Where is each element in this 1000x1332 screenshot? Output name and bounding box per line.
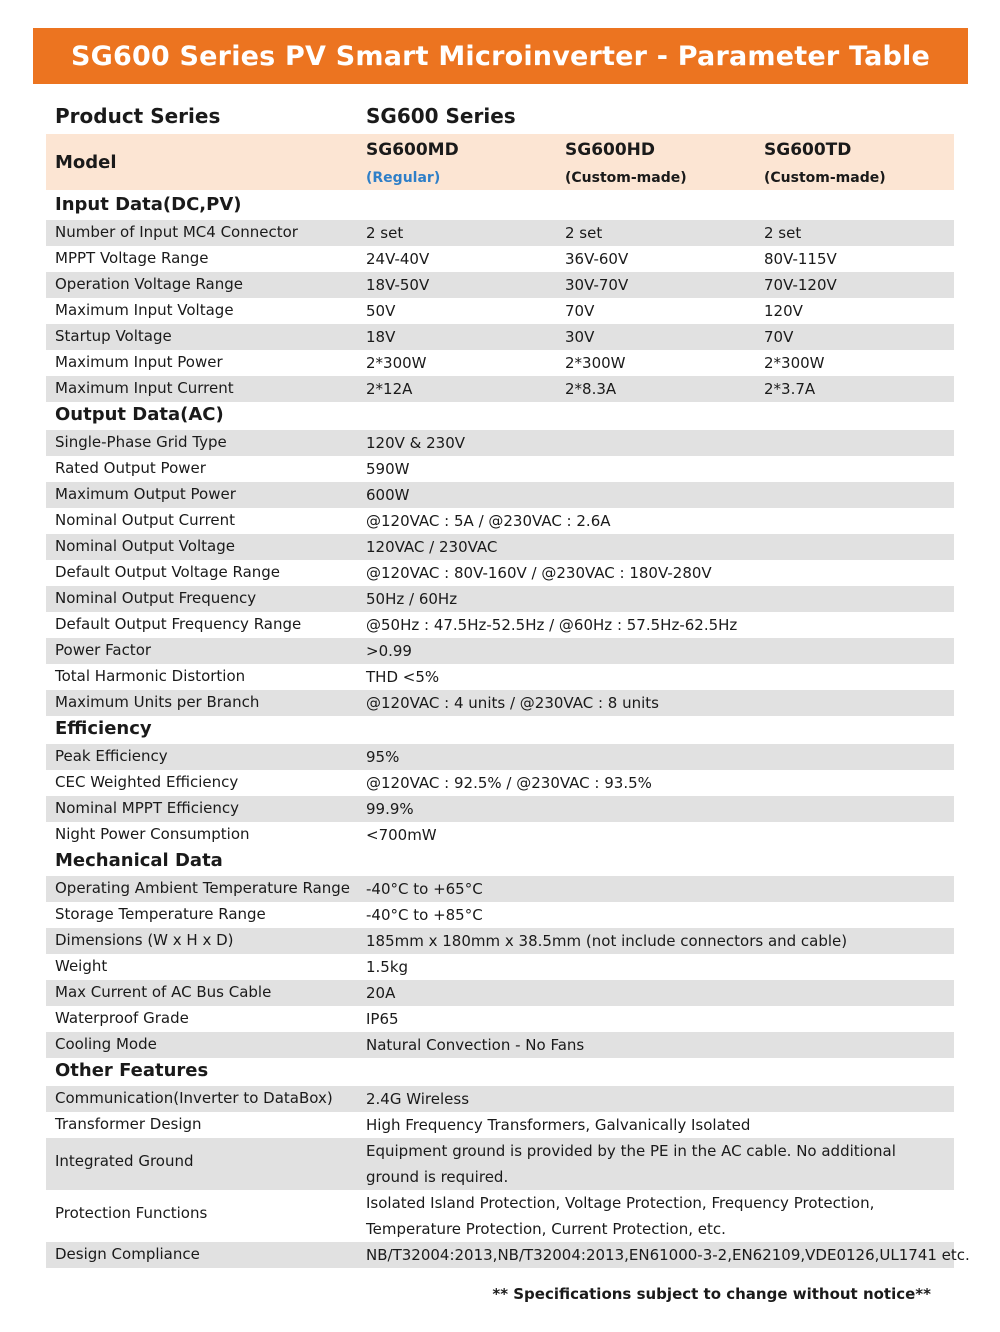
parameter-value: 18V <box>366 328 396 346</box>
table-row <box>46 272 954 298</box>
parameter-value: High Frequency Transformers, Galvanically Isolated <box>366 1116 751 1134</box>
table-row <box>46 822 954 848</box>
product-series-value: SG600 Series <box>366 104 516 128</box>
parameter-value: 30V-70V <box>565 276 629 294</box>
parameter-value: 2.4G Wireless <box>366 1090 470 1108</box>
model-column-sg600hd <box>565 140 687 186</box>
table-row <box>46 1190 954 1242</box>
parameter-label: Single-Phase Grid Type <box>55 433 227 451</box>
table-row <box>46 324 954 350</box>
parameter-value: 80V-115V <box>764 250 837 268</box>
product-series-label: Product Series <box>55 104 221 128</box>
section-heading-row <box>46 192 954 220</box>
parameter-label: Waterproof Grade <box>55 1009 189 1027</box>
parameter-value: 30V <box>565 328 595 346</box>
table-row <box>46 638 954 664</box>
table-row <box>46 456 954 482</box>
table-row <box>46 876 954 902</box>
page-title: SG600 Series PV Smart Microinverter - Parameter Table <box>33 28 968 84</box>
product-series-row <box>46 104 954 132</box>
parameter-value: @50Hz : 47.5Hz-52.5Hz / @60Hz : 57.5Hz-62.5Hz <box>366 616 738 634</box>
parameter-label: Operating Ambient Temperature Range <box>55 879 351 897</box>
parameter-label: Nominal MPPT Efficiency <box>55 799 240 817</box>
parameter-value: 2*3.7A <box>764 380 816 398</box>
parameter-value: -40°C to +85°C <box>366 906 483 924</box>
parameter-value: 50Hz / 60Hz <box>366 590 458 608</box>
table-row <box>46 1006 954 1032</box>
parameter-value: 36V-60V <box>565 250 629 268</box>
table-row <box>46 664 954 690</box>
model-column-sg600td <box>764 140 886 186</box>
parameter-value: 70V <box>764 328 794 346</box>
section-heading: Input Data(DC,PV) <box>55 194 242 215</box>
table-row <box>46 1086 954 1112</box>
parameter-label: Maximum Output Power <box>55 485 236 503</box>
table-row <box>46 770 954 796</box>
table-row <box>46 796 954 822</box>
parameter-value: NB/T32004:2013,NB/T32004:2013,EN61000-3-2,EN62109,VDE0126,UL1741 etc. <box>366 1246 970 1264</box>
parameter-value: Natural Convection - No Fans <box>366 1036 585 1054</box>
parameter-label: Nominal Output Current <box>55 511 236 529</box>
section-heading-row <box>46 1058 954 1086</box>
parameter-value: THD <5% <box>366 668 440 686</box>
table-row <box>46 376 954 402</box>
table-row <box>46 928 954 954</box>
parameter-label: CEC Weighted Efficiency <box>55 773 239 791</box>
model-label: Model <box>55 152 117 173</box>
table-row <box>46 430 954 456</box>
table-row <box>46 220 954 246</box>
parameter-label: Integrated Ground <box>55 1152 194 1170</box>
parameter-value: 2*8.3A <box>565 380 617 398</box>
table-row <box>46 508 954 534</box>
parameter-value: 18V-50V <box>366 276 430 294</box>
table-row <box>46 980 954 1006</box>
parameter-label: Maximum Input Current <box>55 379 234 397</box>
parameter-label: Default Output Voltage Range <box>55 563 281 581</box>
parameter-value: 600W <box>366 486 410 504</box>
model-column-sg600md <box>366 140 459 186</box>
parameter-value: 2*300W <box>366 354 427 372</box>
parameter-label: Protection Functions <box>55 1204 208 1222</box>
parameter-label: Night Power Consumption <box>55 825 250 843</box>
parameter-value: 70V-120V <box>764 276 837 294</box>
parameter-label: Peak Efficiency <box>55 747 168 765</box>
table-row <box>46 534 954 560</box>
table-row <box>46 482 954 508</box>
table-row <box>46 1138 954 1190</box>
parameter-label: Startup Voltage <box>55 327 172 345</box>
table-row <box>46 612 954 638</box>
parameter-value: 2*12A <box>366 380 413 398</box>
model-header-row <box>46 134 954 190</box>
parameter-label: Weight <box>55 957 108 975</box>
parameter-label: Default Output Frequency Range <box>55 615 302 633</box>
parameter-value: @120VAC : 80V-160V / @230VAC : 180V-280V <box>366 564 712 582</box>
parameter-value: >0.99 <box>366 642 412 660</box>
section-heading: Output Data(AC) <box>55 404 224 425</box>
table-row <box>46 690 954 716</box>
parameter-label: Dimensions (W x H x D) <box>55 931 234 949</box>
parameter-value: 120V <box>764 302 803 320</box>
parameter-label: Storage Temperature Range <box>55 905 266 923</box>
table-row <box>46 1032 954 1058</box>
model-subtitle: (Custom-made) <box>565 170 687 186</box>
table-row <box>46 350 954 376</box>
table-row <box>46 1112 954 1138</box>
table-row <box>46 902 954 928</box>
parameter-value: 2 set <box>764 224 802 242</box>
table-row <box>46 1242 970 1268</box>
parameter-label: Nominal Output Voltage <box>55 537 235 555</box>
table-row <box>46 586 954 612</box>
parameter-value: 50V <box>366 302 396 320</box>
parameter-label: Max Current of AC Bus Cable <box>55 983 272 1001</box>
parameter-label: Transformer Design <box>55 1115 202 1133</box>
model-name: SG600MD <box>366 140 459 160</box>
parameter-value: 120VAC / 230VAC <box>366 538 498 556</box>
section-heading: Mechanical Data <box>55 850 223 871</box>
section-heading-row <box>46 402 954 430</box>
parameter-value: @120VAC : 92.5% / @230VAC : 93.5% <box>366 774 652 792</box>
parameter-value: 20A <box>366 984 396 1002</box>
table-row <box>46 560 954 586</box>
parameter-value: 590W <box>366 460 410 478</box>
parameter-label: Operation Voltage Range <box>55 275 243 293</box>
parameter-value: 2 set <box>565 224 603 242</box>
parameter-label: Communication(Inverter to DataBox) <box>55 1089 333 1107</box>
parameter-value: 2*300W <box>565 354 626 372</box>
model-name: SG600HD <box>565 140 656 160</box>
parameter-label: Rated Output Power <box>55 459 206 477</box>
section-heading: Efficiency <box>55 718 152 739</box>
parameter-value: @120VAC : 4 units / @230VAC : 8 units <box>366 694 659 712</box>
parameter-value: Isolated Island Protection, Voltage Protection, Frequency Protection, Temperature Protection, Current Protection, etc. <box>366 1194 875 1238</box>
parameter-value: -40°C to +65°C <box>366 880 483 898</box>
table-row <box>46 744 954 770</box>
model-subtitle: (Regular) <box>366 170 441 186</box>
table-row <box>46 298 954 324</box>
parameter-value: 185mm x 180mm x 38.5mm (not include connectors and cable) <box>366 932 848 950</box>
parameter-value: @120VAC : 5A / @230VAC : 2.6A <box>366 512 611 530</box>
parameter-value: 99.9% <box>366 800 414 818</box>
parameter-label: Total Harmonic Distortion <box>55 667 246 685</box>
section-heading: Other Features <box>55 1060 209 1081</box>
parameter-label: Cooling Mode <box>55 1035 157 1053</box>
model-subtitle: (Custom-made) <box>764 170 886 186</box>
section-heading-row <box>46 716 954 744</box>
parameter-label: Maximum Units per Branch <box>55 693 260 711</box>
parameter-value: 120V & 230V <box>366 434 466 452</box>
parameter-value: 2 set <box>366 224 404 242</box>
model-name: SG600TD <box>764 140 852 160</box>
parameter-value: 2*300W <box>764 354 825 372</box>
section-heading-row <box>46 848 954 876</box>
parameter-label: Design Compliance <box>55 1245 200 1263</box>
parameter-label: Number of Input MC4 Connector <box>55 223 298 241</box>
parameter-value: 24V-40V <box>366 250 430 268</box>
parameter-label: MPPT Voltage Range <box>55 249 209 267</box>
parameter-label: Maximum Input Power <box>55 353 223 371</box>
table-row <box>46 246 954 272</box>
parameter-value: 1.5kg <box>366 958 409 976</box>
table-row <box>46 954 954 980</box>
parameter-value: Equipment ground is provided by the PE in the AC cable. No additional ground is required. <box>366 1142 896 1186</box>
parameter-value: <700mW <box>366 826 437 844</box>
parameter-value: 70V <box>565 302 595 320</box>
parameter-label: Nominal Output Frequency <box>55 589 257 607</box>
parameter-value: IP65 <box>366 1010 399 1028</box>
parameter-label: Power Factor <box>55 641 152 659</box>
parameter-value: 95% <box>366 748 400 766</box>
footnote: ** Specifications subject to change without notice** <box>492 1285 931 1303</box>
parameter-label: Maximum Input Voltage <box>55 301 234 319</box>
